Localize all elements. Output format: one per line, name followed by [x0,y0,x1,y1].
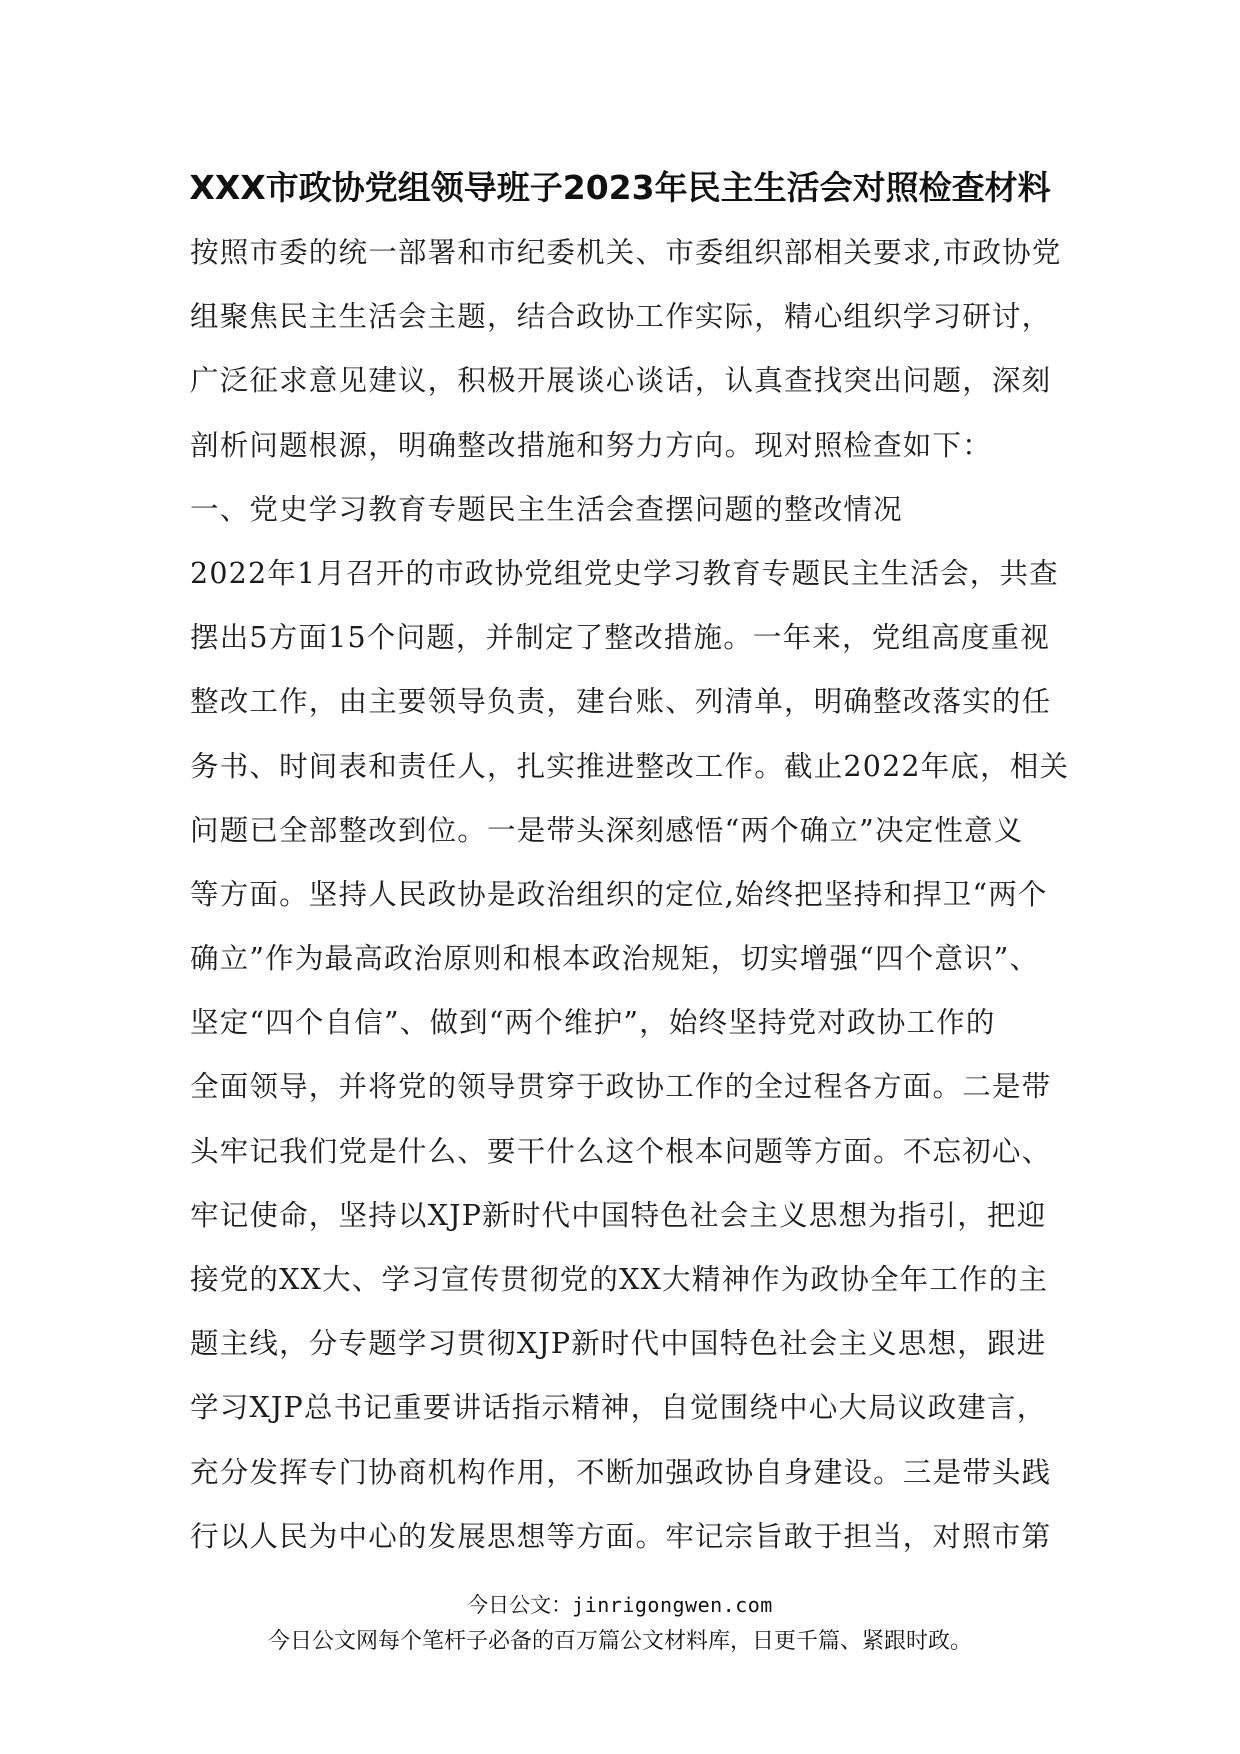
body-line: 整改工作，由主要领导负责，建台账、列清单，明确整改落实的任 [190,685,1052,719]
body-line: 接党的XX大、学习宣传贯彻党的XX大精神作为政协全年工作的主 [190,1263,1049,1296]
body-line: 摆出5方面15个问题，并制定了整改措施。一年来，党组高度重视 [190,621,1050,655]
footer-slogan: 今日公文网每个笔杆子必备的百万篇公文材料库，日更千篇、紧跟时政。 [267,1629,972,1654]
body-line: 务书、时间表和责任人，扎实推进整改工作。截止2022年底，相关 [190,749,1070,783]
body-line: 剖析问题根源，明确整改措施和努力方向。现对照检查如下： [190,428,992,462]
body-line: 问题已全部整改到位。一是带头深刻感悟“两个确立”决定性意义 [190,813,1024,847]
document-title: XXX市政协党组领导班子2023年民主生活会对照检查材料 [189,168,1051,207]
body-line: 按照市委的统一部署和市纪委机关、市委组织部相关要求,市政协党 [190,236,1062,269]
body-line: 充分发挥专门协商机构作用，不断加强政协自身建设。三是带头践 [190,1455,1052,1489]
document-body [190,231,1070,1579]
body-line: 题主线，分专题学习贯彻XJP新时代中国特色社会主义思想，跟进 [190,1327,1047,1361]
body-line: 坚定“四个自信”、做到“两个维护”，始终坚持党对政协工作的 [190,1006,996,1040]
body-line: 全面领导，并将党的领导贯穿于政协工作的全过程各方面。二是带 [190,1070,1052,1104]
footer-site-line [0,1590,1240,1620]
body-line: 确立”作为最高政治原则和根本政治规矩，切实增强“四个意识”、 [190,942,1040,976]
body-line: 组聚焦民主生活会主题，结合政协工作实际，精心组织学习研讨， [190,300,1052,334]
body-line: 广泛征求意见建议，积极开展谈心谈话，认真查找突出问题，深刻 [190,364,1052,398]
footer-link-label: 今日公文： [467,1593,573,1617]
body-line: 头牢记我们党是什么、要干什么这个根本问题等方面。不忘初心、 [190,1134,1052,1168]
body-line: 2022年1月召开的市政协党组党史学习教育专题民主生活会，共查 [190,556,1059,590]
body-line: 学习XJP总书记重要讲话指示精神，自觉围绕中心大局议政建言， [190,1391,1047,1425]
section-heading: 一、党史学习教育专题民主生活会查摆问题的整改情况 [190,492,903,526]
body-line: 行以人民为中心的发展思想等方面。牢记宗旨敢于担当，对照市第 [190,1519,1052,1553]
body-line: 牢记使命，坚持以XJP新时代中国特色社会主义思想为指引，把迎 [190,1198,1047,1232]
body-line: 等方面。坚持人民政协是政治组织的定位,始终把坚持和捍卫“两个 [190,877,1048,911]
footer-site-link[interactable]: jinrigongwen.com [572,1593,773,1617]
